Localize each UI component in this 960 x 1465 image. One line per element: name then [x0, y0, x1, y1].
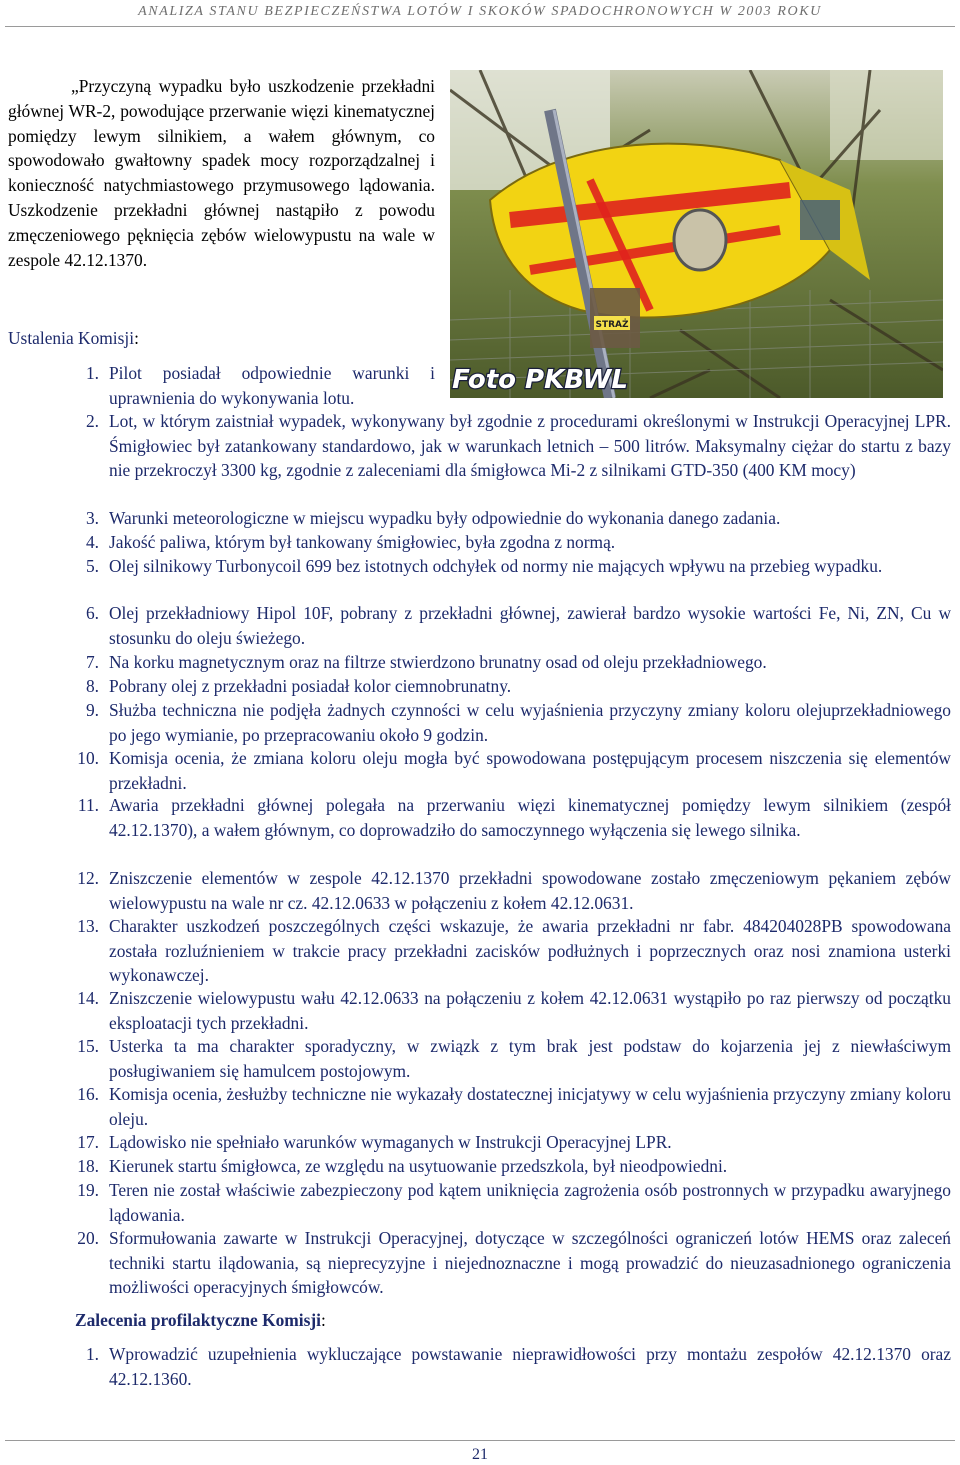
item-number: 18. [77, 1156, 99, 1176]
item-text: Usterka ta ma charakter sporadyczny, w związk z tym brak jest podstaw do kojarzenia jej z niewłaściwym posługiwaniem się hamulcem postojowym. [109, 1036, 951, 1081]
crash-photo [450, 70, 943, 398]
item-number: 17. [77, 1132, 99, 1152]
item-text: Jakość paliwa, którym był tankowany śmigłowiec, była zgodna z normą. [109, 532, 616, 552]
item-number: 2. [85, 411, 99, 431]
item-number: 7. [85, 652, 99, 672]
item-number: 5. [85, 556, 99, 576]
item-number: 1. [85, 363, 99, 383]
item-text: Wprowadzić uzupełnienia wykluczające powstawanie nieprawidłowości przy montażu zespołów 42.12.1370 oraz 42.12.1360. [109, 1344, 951, 1389]
item-number: 16. [77, 1084, 99, 1104]
photo-patch-text: STRAŻ [595, 320, 629, 330]
item-number: 1. [85, 1344, 99, 1364]
item-text: Komisja ocenia, że zmiana koloru oleju mogła być spowodowana postępującym procesem niszczenia się elementów przekładni. [109, 748, 951, 793]
intro-paragraph [8, 74, 435, 272]
item-number: 15. [77, 1036, 99, 1056]
item-text: Zniszczenie wielowypustu wału 42.12.0633 na połączeniu z kołem 42.12.0631 wystąpiło po raz pierwszy od początku eksploatacji tych przekładni. [109, 988, 951, 1033]
item-text: Zniszczenie elementów w zespole 42.12.1370 przekładni spowodowane zostało zmęczeniowym pękaniem zębów wielowypustu na wale nr cz. 42.12.0633 w połączeniu z kołem 42.12.0631. [109, 868, 951, 913]
item-text: Warunki meteorologiczne w miejscu wypadku były odpowiednie do wykonania danego zadania. [109, 508, 781, 528]
crashed-helicopter-illustration [450, 70, 943, 398]
item-number: 8. [85, 676, 99, 696]
item-text: Pobrany olej z przekładni posiadał kolor ciemnobrunatny. [109, 676, 512, 696]
item-text: Lądowisko nie spełniało warunków wymaganych w Instrukcji Operacyjnej LPR. [109, 1132, 672, 1152]
item-number: 20. [77, 1228, 99, 1248]
header-rule [5, 26, 955, 27]
ustalenia-heading: Ustalenia Komisji: [8, 328, 139, 348]
item-number: 6. [85, 603, 99, 623]
item-number: 12. [77, 868, 99, 888]
item-text: Olej silnikowy Turbonycoil 699 bez istotnych odchyłek od normy nie mających wpływu na przebieg wypadku. [109, 556, 883, 576]
item-text: Olej przekładniowy Hipol 10F, pobrany z przekładni głównej, zawierał bardzo wysokie wartości Fe, Ni, ZN, Cu w stosunku do oleju świeżego. [109, 603, 951, 648]
item-number: 13. [77, 916, 99, 936]
zalecenia-heading: Zalecenia profilaktyczne Komisji: [75, 1310, 326, 1330]
item-number: 4. [85, 532, 99, 552]
photo-caption: Foto PKBWL [452, 365, 628, 395]
item-text: Charakter uszkodzeń poszczególnych części wskazuje, że awaria przekładni nr fabr. 484204028PB spowodowana została rozluźnieniem w trakcie pracy przekładni zacisków podłużnych i poprzecznych oraz nosi znamiona usterki wykonawczej. [109, 916, 951, 986]
item-text: Teren nie został właściwie zabezpieczony pod kątem uniknięcia zagrożenia osób postronnych w przypadku awaryjnego lądowania. [109, 1180, 951, 1225]
item-text: Pilot posiadał odpowiednie warunki i uprawnienia do wykonywania lotu. [109, 363, 435, 408]
item-text: Na korku magnetycznym oraz na filtrze stwierdzono brunatny osad od oleju przekładniowego. [109, 652, 767, 672]
item-text: Służba techniczna nie podjęła żadnych czynności w celu wyjaśnienia przyczyny zmiany koloru olejuprzekładniowego po jego wymianie, po przepracowaniu około 9 godzin. [109, 700, 951, 745]
item-text: Awaria przekładni głównej polegała na przerwaniu więzi kinematycznej pomiędzy lewym silnikiem (zespół 42.12.1370), a wałem głównym, co doprowadziło do samoczynnego wyłączenia się lewego silnika. [109, 795, 951, 840]
item-number: 14. [77, 988, 99, 1008]
intro-text: „Przyczyną wypadku było uszkodzenie przekładni głównej WR-2, powodujące przerwanie więzi kinematycznej pomiędzy lewym silnikiem, a wałem głównym, co spowodowało gwałtowny spadek mocy rozporządzalnej i konieczność natychmiastowego przymusowego lądowania. Uszkodzenie przekładni głównej nastąpiło z powodu zmęczeniowego pęknięcia zębów wielowypustu na wale w zespole 42.12.1370. [8, 76, 435, 270]
item-number: 3. [85, 508, 99, 528]
item-number: 9. [85, 700, 99, 720]
item-number: 11. [77, 795, 99, 815]
item-number: 10. [77, 748, 99, 768]
running-header: ANALIZA STANU BEZPIECZEŃSTWA LOTÓW I SKOKÓW SPADOCHRONOWYCH W 2003 ROKU [138, 4, 822, 19]
footer-rule [5, 1440, 955, 1441]
item-text: Lot, w którym zaistniał wypadek, wykonywany był zgodnie z procedurami określonymi w Instrukcji Operacyjnej LPR. Śmigłowiec był zatankowany standardowo, jak w warunkach letnich – 500 litrów. Maksymalny ciężar do startu z bazy nie przekroczył 3300 kg, zgodnie z zaleceniami dla śmigłowca Mi-2 z silnikami GTD-350 (400 KM mocy) [109, 411, 951, 481]
item-text: Kierunek startu śmigłowca, ze względu na usytuowanie przedszkola, był nieodpowiedni. [109, 1156, 728, 1176]
item-text: Sformułowania zawarte w Instrukcji Operacyjnej, dotyczące w szczególności ograniczeń lotów HEMS oraz zaleceń techniki startu ilądowania, są nieprecyzyjne i niejednoznaczne i mogą prowadzić do nieuzasadnionego ograniczenia możliwości operacyjnych śmigłowców. [109, 1228, 951, 1298]
page-number: 21 [472, 1446, 488, 1463]
item-text: Komisja ocenia, żesłużby techniczne nie wykazały dostatecznej inicjatywy w celu wyjaśnienia przyczyny zmiany koloru oleju. [109, 1084, 951, 1129]
item-number: 19. [77, 1180, 99, 1200]
